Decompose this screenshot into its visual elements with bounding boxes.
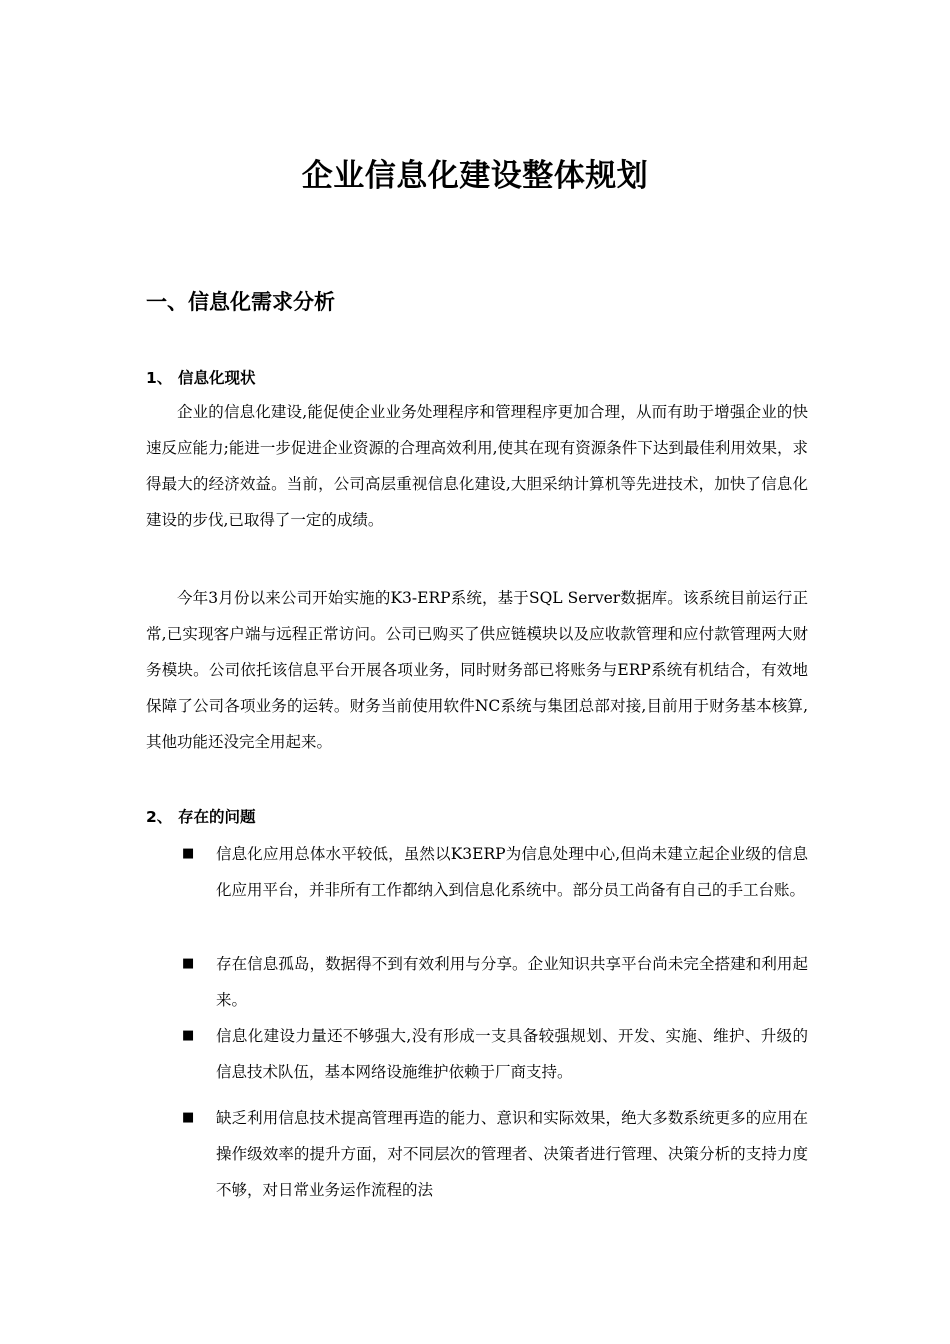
subsection-title: 存在的问题	[178, 808, 256, 826]
subsection-title: 信息化现状	[178, 369, 256, 387]
document-title: 企业信息化建设整体规划	[301, 158, 649, 194]
square-bullet-icon: ■	[182, 846, 195, 861]
section-heading-requirements: 一、信息化需求分析	[146, 290, 335, 314]
list-item	[182, 946, 808, 1018]
subsection-number: 1、	[146, 369, 173, 387]
list-item-text: 信息化建设力量还不够强大,没有形成一支具备较强规划、开发、实施、维护、升级的信息技术队伍，基本网络设施维护依赖于厂商支持。	[216, 1027, 808, 1081]
list-item-text: 缺乏利用信息技术提高管理再造的能力、意识和实际效果，绝大多数系统更多的应用在操作级效率的提升方面，对不同层次的管理者、决策者进行管理、决策分析的支持力度不够，对日常业务运作流程的法	[216, 1109, 808, 1199]
subsection-heading-status	[146, 363, 256, 393]
square-bullet-icon: ■	[182, 956, 195, 971]
square-bullet-icon: ■	[182, 1028, 195, 1043]
list-item-text: 信息化应用总体水平较低，虽然以K3ERP为信息处理中心,但尚未建立起企业级的信息化应用平台，并非所有工作都纳入到信息化系统中。部分员工尚备有自己的手工台账。	[216, 845, 808, 899]
list-item	[182, 836, 808, 908]
list-item	[182, 1100, 808, 1208]
list-item	[182, 1018, 808, 1090]
list-item-text: 存在信息孤岛，数据得不到有效利用与分享。企业知识共享平台尚未完全搭建和利用起来。	[216, 955, 808, 1009]
paragraph-status-1: 企业的信息化建设,能促使企业业务处理程序和管理程序更加合理，从而有助于增强企业的快速反应能力;能进一步促进企业资源的合理高效利用,使其在现有资源条件下达到最佳利用效果，求得最大的经济效益。当前，公司高层重视信息化建设,大胆采纳计算机等先进技术，加快了信息化建设的步伐,已取得了一定的成绩。	[146, 403, 808, 529]
subsection-number: 2、	[146, 808, 173, 826]
subsection-heading-problems	[146, 802, 256, 832]
paragraph-status-2: 今年3月份以来公司开始实施的K3-ERP系统，基于SQL Server数据库。该系统目前运行正常,已实现客户端与远程正常访问。公司已购买了供应链模块以及应收款管理和应付款管理两大财务模块。公司依托该信息平台开展各项业务，同时财务部已将账务与ERP系统有机结合，有效地保障了公司各项业务的运转。财务当前使用软件NC系统与集团总部对接,目前用于财务基本核算,其他功能还没完全用起来。	[146, 589, 808, 751]
square-bullet-icon: ■	[182, 1110, 195, 1125]
